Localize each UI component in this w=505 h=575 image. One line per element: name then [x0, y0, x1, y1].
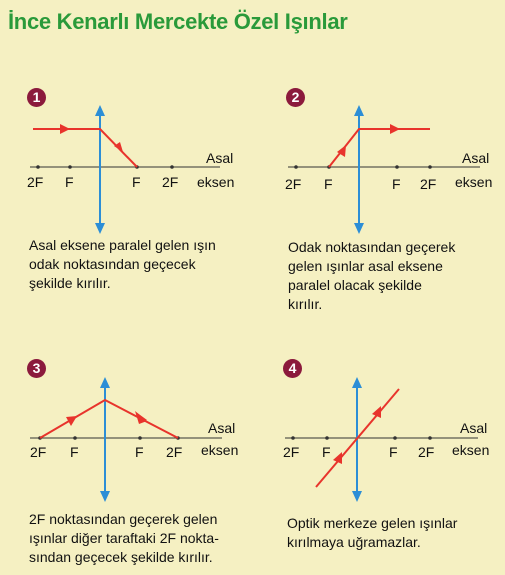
panel-2-caption-line-3: paralel olacak şekilde	[288, 277, 422, 293]
panel-3-tick-label-f-right: F	[135, 444, 144, 460]
panel-4-caption-line-1: Optik merkeze gelen ışınlar	[287, 515, 458, 531]
panel-2-axis-label-line1: Asal	[462, 150, 490, 166]
panel-4-caption-line-2: kırılmaya uğramazlar.	[287, 534, 421, 550]
panel-4-lens-bottom-arrow	[352, 491, 362, 502]
panel-1-tick-label-f-left: F	[65, 174, 74, 190]
panel-2-tick-label-f-left: F	[324, 176, 333, 192]
panel-1-tick-label-2f-left: 2F	[27, 174, 44, 190]
panel-3-number-badge: 3	[27, 359, 46, 378]
panel-2-number-badge: 2	[286, 88, 305, 107]
panel-3-axis-label-line2: eksen	[201, 442, 239, 458]
panel-3-tick-label-2f-left: 2F	[30, 444, 47, 460]
panel-4-tick-label-f-right: F	[389, 444, 398, 460]
panel-3-caption-line-1: 2F noktasından geçerek gelen	[29, 511, 218, 527]
panel-4-axis-label-line2: eksen	[452, 442, 490, 458]
panel-1-caption-line-2: odak noktasından geçecek	[29, 256, 196, 272]
panel-4-tick-label-2f-right: 2F	[418, 444, 435, 460]
panel-1-tick-label-2f-right: 2F	[162, 174, 179, 190]
panel-2-caption-line-2: gelen ışınlar asal eksene	[288, 258, 443, 274]
panel-3-caption-line-2: ışınlar diğer taraftaki 2F nokta-	[29, 530, 219, 546]
panel-2-tick-label-2f-right: 2F	[420, 176, 437, 192]
panel-2-tick-label-2f-left: 2F	[285, 176, 302, 192]
panel-3-axis-label-line1: Asal	[208, 420, 236, 436]
panel-4-tick-f-left	[325, 436, 329, 440]
panel-3-caption-line-3: sından geçecek şekilde kırılır.	[29, 549, 213, 565]
panel-1-number-badge: 1	[27, 88, 46, 107]
panel-4-lens-top-arrow	[352, 377, 362, 388]
panel-1-tick-label-f-right: F	[132, 174, 141, 190]
panel-3-tick-label-2f-right: 2F	[166, 444, 183, 460]
panel-2-caption-line-1: Odak noktasından geçerek	[288, 239, 456, 255]
panel-1-caption-line-1: Asal eksene paralel gelen ışın	[29, 237, 216, 253]
panel-3-tick-label-f-left: F	[70, 444, 79, 460]
panel-2-caption-line-4: kırılır.	[288, 296, 323, 312]
panel-1-caption-line-3: şekilde kırılır.	[29, 275, 111, 291]
panel-4-axis-label-line1: Asal	[460, 420, 488, 436]
panel-4-tick-label-2f-left: 2F	[283, 444, 300, 460]
panel-1-axis-label-line1: Asal	[206, 150, 234, 166]
panel-4-tick-label-f-left: F	[322, 444, 331, 460]
panel-4-tick-2f-left	[291, 436, 295, 440]
panel-4-tick-2f-right	[428, 436, 432, 440]
panel-2-tick-label-f-right: F	[392, 176, 401, 192]
panel-1-axis-label-line2: eksen	[197, 174, 235, 190]
page-title: İnce Kenarlı Mercekte Özel Işınlar	[8, 9, 348, 34]
panel-4-tick-f-right	[393, 436, 397, 440]
panel-4-caption	[287, 514, 457, 552]
panel-4-number-badge: 4	[283, 359, 302, 378]
panel-2-axis-label-line2: eksen	[455, 174, 493, 190]
